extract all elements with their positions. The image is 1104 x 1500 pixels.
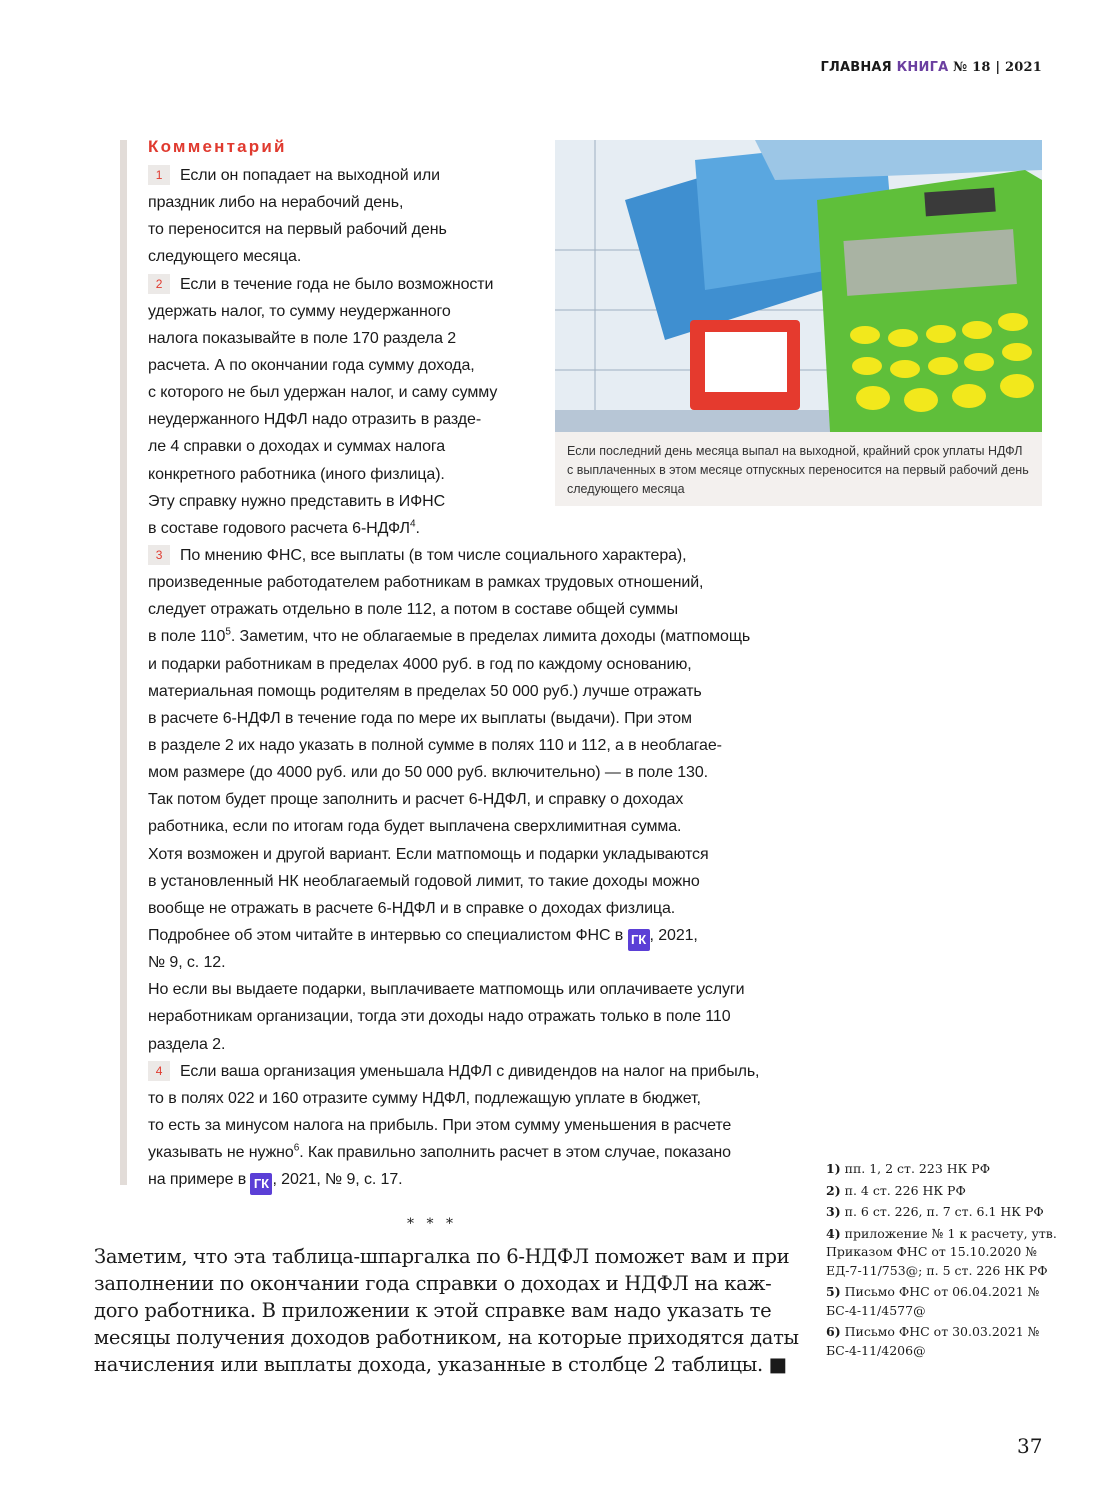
comment-line (148, 569, 759, 596)
line-text: , 2021, (649, 926, 698, 944)
footnote-text: Письмо ФНС от 06.04.2021 № БС-4-11/4577@ (826, 1284, 1040, 1318)
line-text: , 2021, № 9, с. 17. (272, 1171, 403, 1189)
line-text: вообще не отражать в расчете 6-НДФЛ и в справке о доходах физлица. (148, 899, 676, 917)
line-text: в разделе 2 их надо указать в полной сумме в полях 110 и 112, а в необлагае- (148, 736, 722, 754)
line-text: Хотя возможен и другой вариант. Если матпомощь и подарки укладываются (148, 845, 709, 863)
line-text: то переносится на первый рабочий день (148, 221, 447, 239)
comment-line (148, 786, 759, 813)
section-separator: * * * (407, 1216, 457, 1232)
line-text: следующего месяца. (148, 248, 302, 266)
line-text: удержать налог, то сумму неудержанного (148, 302, 451, 320)
line-text: мом размере (до 4000 руб. или до 50 000 руб. включительно) — в поле 130. (148, 764, 708, 782)
comment-line (148, 1112, 759, 1139)
footnote-text: пп. 1, 2 ст. 223 НК РФ (844, 1161, 991, 1176)
comment-line (148, 1139, 759, 1166)
footnote-item (826, 1283, 1066, 1320)
footnote-marker: 1 (148, 165, 170, 185)
comment-title: Комментарий (148, 137, 287, 156)
line-text: в составе годового расчета 6-НДФЛ (148, 519, 410, 537)
comment-line (148, 542, 759, 569)
footnote-item (826, 1182, 1066, 1201)
line-text: № 9, с. 12. (148, 954, 226, 972)
line-text: Эту справку нужно представить в ИФНС (148, 492, 446, 510)
page-number: 37 (1017, 1434, 1043, 1458)
footnote-item (826, 1225, 1066, 1281)
line-text: произведенные работодателем работникам в рамках трудовых отношений, (148, 574, 704, 592)
footnote-text: п. 6 ст. 226, п. 7 ст. 6.1 НК РФ (844, 1204, 1044, 1219)
line-text: Но если вы выдаете подарки, выплачиваете матпомощь или оплачиваете услуги (148, 981, 745, 999)
line-text: . Заметим, что не облагаемые в пределах лимита доходы (матпомощь (230, 628, 751, 646)
line-text: Если он попадает на выходной или (180, 167, 440, 184)
comment-line (148, 813, 759, 840)
line-text: Если ваша организация уменьшала НДФЛ с дивидендов на налог на прибыль, (180, 1062, 760, 1080)
footnote-number: 6) (826, 1324, 841, 1339)
comment-line (148, 759, 759, 786)
line-text: то в полях 022 и 160 отразите сумму НДФЛ, подлежащую уплате в бюджет, (148, 1089, 701, 1107)
line-text: в установленный НК необлагаемый годовой лимит, то такие доходы можно (148, 872, 700, 890)
comment-line (148, 949, 759, 976)
photo-calendar-calculator (555, 140, 1042, 432)
comment-line (148, 515, 759, 542)
footnote-reference[interactable]: 6 (293, 1142, 300, 1154)
comment-line (148, 922, 759, 949)
footnote-number: 1) (826, 1161, 841, 1176)
footnote-text: приложение № 1 к расчету, утв. Приказом ФНС от 15.10.2020 № ЕД-7-11/753@; п. 5 ст. 226 НК РФ (826, 1225, 1057, 1278)
paragraph-line: Заметим, что эта таблица-шпаргалка по 6-НДФЛ поможет вам и при (94, 1245, 790, 1268)
line-text: следует отражать отдельно в поле 112, а потом в составе общей суммы (148, 601, 679, 619)
paragraph-line: дого работника. В приложении к этой справке вам надо указать те (94, 1299, 772, 1322)
footnote-marker: 3 (148, 545, 170, 565)
line-text: в поле 110 (148, 628, 226, 646)
footnote-number: 5) (826, 1284, 841, 1299)
footnote-marker: 4 (148, 1061, 170, 1081)
footnote-number: 4) (826, 1225, 841, 1241)
line-text: . Как правильно заполнить расчет в этом случае, показано (299, 1144, 731, 1162)
closing-paragraph (94, 1243, 799, 1378)
comment-line (148, 841, 759, 868)
footnote-text: Письмо ФНС от 30.03.2021 № БС-4-11/4206@ (826, 1324, 1040, 1358)
line-text: неудержанного НДФЛ надо отразить в разде- (148, 411, 482, 429)
comment-line (148, 895, 759, 922)
comment-line (148, 1003, 759, 1030)
comment-line (148, 623, 759, 650)
line-text: По мнению ФНС, все выплаты (в том числе социального характера), (180, 546, 687, 564)
line-text: то есть за минусом налога на прибыль. При этом сумму уменьшения в расчете (148, 1116, 732, 1134)
line-text: Так потом будет проще заполнить и расчет 6-НДФЛ, и справку о доходах (148, 791, 684, 809)
line-text: на примере в (148, 1171, 251, 1189)
footnote-number: 3) (826, 1204, 841, 1219)
comment-line (148, 596, 759, 623)
issue-number: № 18 | 2021 (953, 60, 1042, 75)
footnote-item (826, 1323, 1066, 1360)
comment-line (148, 678, 759, 705)
line-text: работника, если по итогам года будет выплачена сверхлимитная сумма. (148, 818, 682, 836)
line-text: налога показывайте в поле 170 раздела 2 (148, 329, 457, 347)
footnote-reference[interactable]: 4 (409, 518, 416, 530)
line-text: расчета. А по окончании года сумму дохода, (148, 356, 475, 374)
paragraph-line: заполнении по окончании года справки о доходах и НДФЛ на каж- (94, 1272, 772, 1295)
comment-line (148, 1031, 759, 1058)
photo-illustration (555, 140, 1042, 432)
footnote-item (826, 1160, 1066, 1179)
comment-line (148, 732, 759, 759)
line-text: с которого не был удержан налог, и саму сумму (148, 384, 498, 402)
comment-line (148, 868, 759, 895)
paragraph-line: начисления или выплаты дохода, указанные в столбце 2 таблицы. ■ (94, 1353, 787, 1376)
line-text: и подарки работникам в пределах 4000 руб. в год по каждому основанию, (148, 655, 692, 673)
line-text: раздела 2. (148, 1035, 226, 1053)
comment-line (148, 1058, 759, 1085)
footnote-text: п. 4 ст. 226 НК РФ (844, 1182, 966, 1198)
footnote-item (826, 1203, 1066, 1222)
comment-line (148, 1085, 759, 1112)
footnotes (826, 1160, 1066, 1363)
line-text: . (415, 519, 420, 537)
footnote-marker: 2 (148, 274, 170, 294)
line-text: Подробнее об этом читайте в интервью со специалистом ФНС в (148, 926, 628, 944)
paragraph-line: месяцы получения доходов работником, на которые приходятся даты (94, 1326, 799, 1349)
brand-name: ГЛАВНАЯ (820, 60, 892, 75)
brand-name-accent: КНИГА (896, 60, 949, 75)
comment-line (148, 976, 759, 1003)
line-text: неработникам организации, тогда эти доходы надо отражать только в поле 110 (148, 1008, 731, 1026)
footnote-reference[interactable]: 5 (225, 627, 231, 639)
glavkniga-logo-icon[interactable]: ГК (628, 929, 650, 951)
comment-line (148, 651, 759, 678)
glavkniga-logo-icon[interactable]: ГК (250, 1173, 272, 1195)
line-text: праздник либо на нерабочий день, (148, 194, 404, 212)
line-text: конкретного работника (иного физлица). (148, 465, 445, 483)
running-header (820, 60, 1042, 75)
footnote-number: 2) (826, 1182, 841, 1198)
photo-caption: Если последний день месяца выпал на выходной, крайний срок уплаты НДФЛ с выплаченных в этом месяце отпускных переносится на первый рабочий день следующего месяца (555, 432, 1042, 506)
line-text: материальная помощь родителям в пределах 50 000 руб.) лучше отражать (148, 682, 702, 700)
line-text: указывать не нужно (148, 1144, 294, 1162)
comment-sidebar-rule (120, 140, 127, 1185)
comment-line (148, 705, 759, 732)
line-text: Если в течение года не было возможности (180, 275, 494, 293)
line-text: ле 4 справки о доходах и суммах налога (148, 438, 446, 456)
line-text: в расчете 6-НДФЛ в течение года по мере их выплаты (выдачи). При этом (148, 709, 692, 727)
comment-line (148, 1166, 759, 1193)
